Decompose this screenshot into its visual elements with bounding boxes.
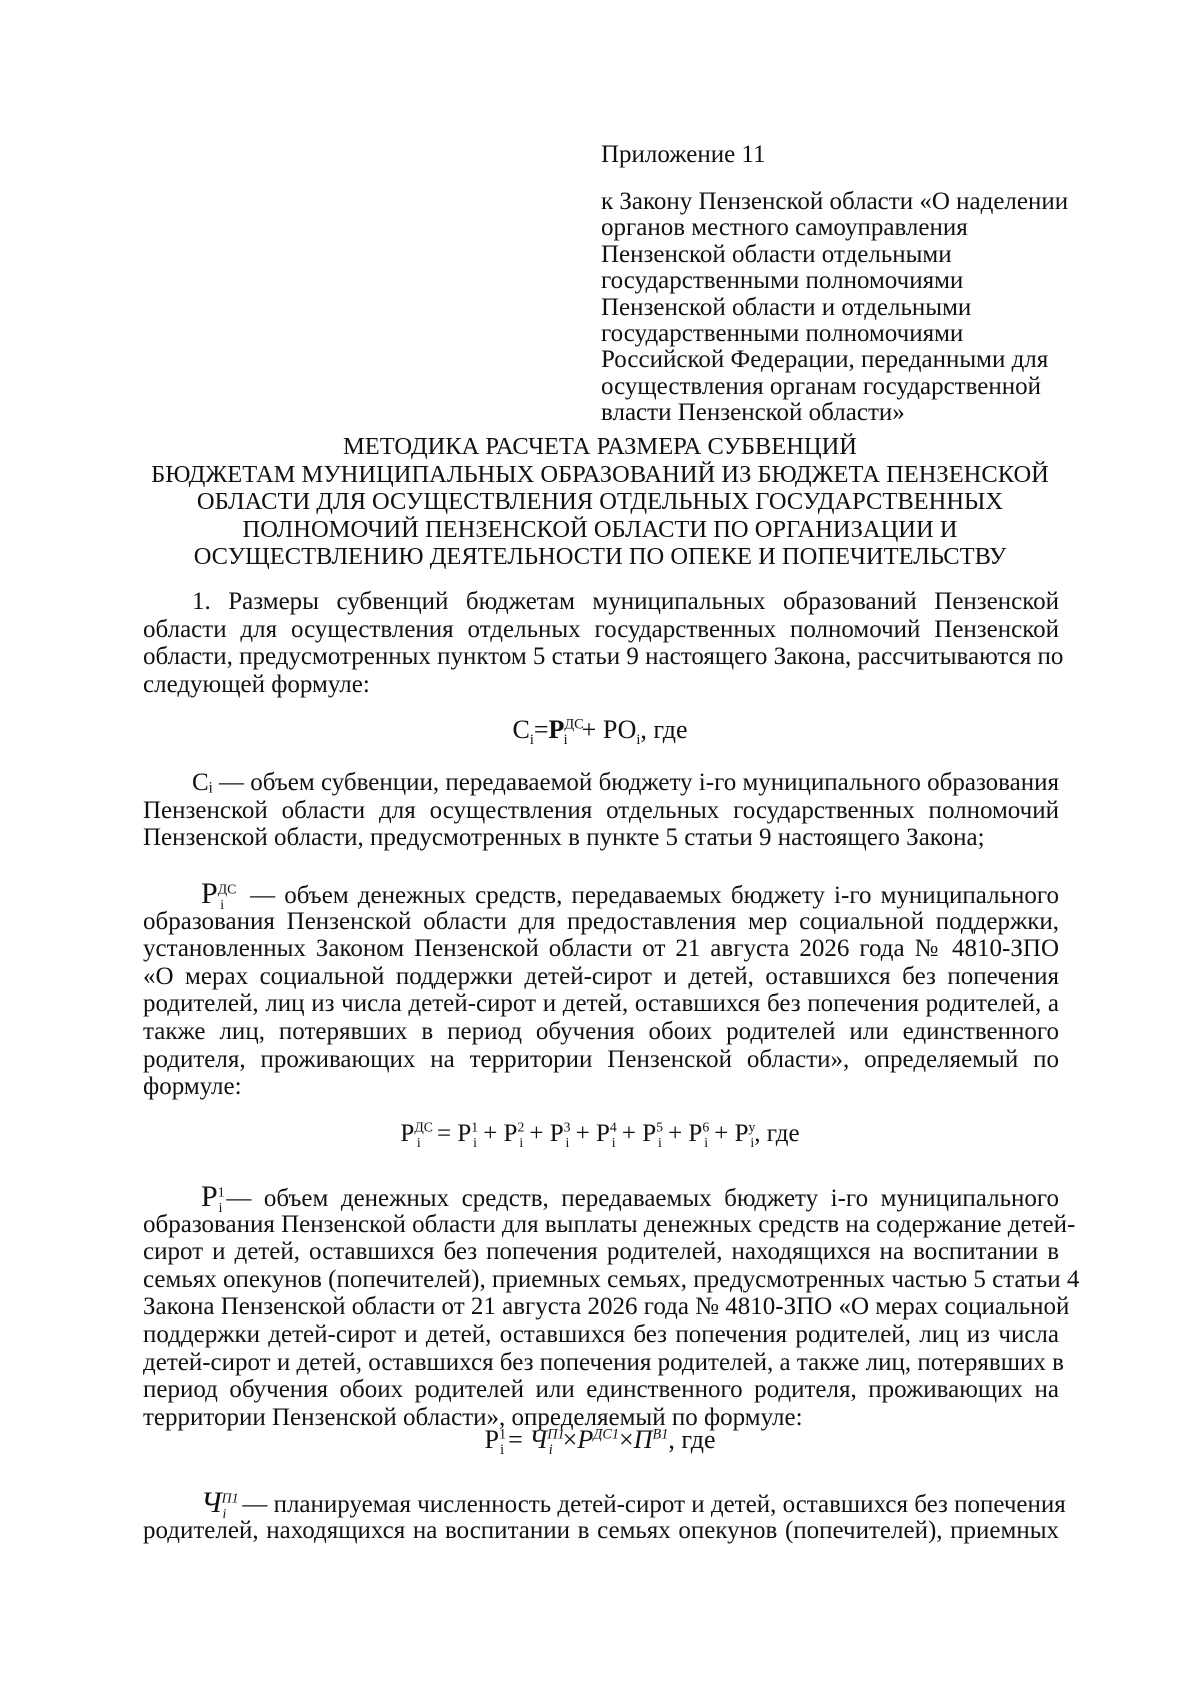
title-line: БЮДЖЕТАМ МУНИЦИПАЛЬНЫХ ОБРАЗОВАНИЙ ИЗ БЮДЖЕТА ПЕНЗЕНСКОЙ: [151, 460, 1049, 488]
formula-subvention: $C_i=P^{ДС}_i + РО_i$, где: [512, 715, 688, 749]
law-reference-line: к Закону Пензенской области «О наделении: [601, 188, 1069, 215]
paragraph-line: образования Пензенской области для предоставления мер социальной поддержки,: [143, 907, 1059, 935]
law-reference-line: осуществления органам государственной: [601, 372, 1042, 400]
paragraph-line: формуле:: [143, 1073, 242, 1101]
formula-guardianship: $P^1_i = Ч^{П1}_i \times P^{ДС1}\times П^{В1}$, где: [484, 1425, 716, 1459]
paragraph-line: территории Пензенской области», определяемый по формуле:: [143, 1403, 803, 1431]
paragraph-line: следующей формуле:: [143, 670, 370, 698]
law-reference-line: власти Пензенской области»: [601, 399, 905, 427]
law-reference-line: Пензенской области отдельными: [601, 240, 952, 268]
paragraph-line: 1. Размеры субвенций бюджетам муниципальных образований Пензенской: [192, 588, 1059, 615]
law-reference-line: государственными полномочиями: [601, 267, 964, 295]
paragraph-2: [143, 769, 1059, 852]
paragraph-line: период обучения обоих родителей или единственного родителя, проживающих на: [143, 1376, 1059, 1404]
law-reference-line: органов местного самоуправления: [601, 214, 968, 242]
law-reference-line: Российской Федерации, переданными для: [601, 346, 1049, 374]
paragraph-line: Пензенской области, предусмотренных в пункте 5 статьи 9 настоящего Закона;: [143, 824, 985, 852]
paragraph-line: родителей, лиц из числа детей-сирот и детей, оставшихся без попечения родителей, а: [143, 990, 1059, 1018]
paragraph-line: родителя, проживающих на территории Пензенской области», определяемый по: [143, 1045, 1059, 1073]
paragraph-line: родителей, находящихся на воспитании в семьях опекунов (попечителей), приемных: [143, 1516, 1059, 1544]
title-line: ПОЛНОМОЧИЙ ПЕНЗЕНСКОЙ ОБЛАСТИ ПО ОРГАНИЗАЦИИ И: [242, 515, 958, 543]
paragraph-3: $P^{ДС}_i$ — объем денежных средств, передаваемых бюджету i-го муниципального образования Пензенской области для предоставления мер социальной поддержки, установленных Законом Пензенской области от 21 августа 2026 года № 4810-ЗПО «О мерах социальной поддержки детей-сирот и детей, оставшихся без попечения родителей, лиц из числа детей-сирот и детей, оставшихся без попечения родителей, а также лиц, потерявших в период обучения обоих родителей или единственного родителя, проживающих на территории Пензенской области», определяемый по формуле:: [143, 877, 1059, 1101]
paragraph-line: — объем денежных средств, передаваемых бюджету i-го муниципального: [226, 1185, 1059, 1212]
paragraph-line: сирот и детей, оставшихся без попечения родителей, находящихся на воспитании в: [143, 1238, 1059, 1266]
paragraph-5: $Ч^{П1}_i$ — планируемая численность детей-сирот и детей, оставшихся без попечения родителей, находящихся на воспитании в семьях опекунов (попечителей), приемных: [143, 1486, 1066, 1544]
document-title: [140, 433, 1060, 571]
paragraph-line: «О мерах социальной поддержки детей-сирот и детей, оставшихся без попечения: [143, 962, 1059, 990]
title-line: ОБЛАСТИ ДЛЯ ОСУЩЕСТВЛЕНИЯ ОТДЕЛЬНЫХ ГОСУДАРСТВЕННЫХ: [196, 488, 1004, 515]
paragraph-line: семьях опекунов (попечителей), приемных семьях, предусмотренных частью 5 статьи 4: [143, 1265, 1080, 1293]
title-line: МЕТОДИКА РАСЧЕТА РАЗМЕРА СУБВЕНЦИЙ: [343, 433, 857, 460]
paragraph-line: Пензенской области для осуществления отдельных государственных полномочий: [143, 796, 1059, 824]
paragraph-line: установленных Законом Пензенской области от 21 августа 2026 года № 4810-ЗПО: [143, 935, 1059, 963]
law-reference-line: Пензенской области и отдельными: [601, 293, 972, 321]
paragraph-line: детей-сирот и детей, оставшихся без попечения родителей, а также лиц, потерявших в: [143, 1348, 1064, 1376]
law-reference-line: государственными полномочиями: [601, 320, 964, 348]
paragraph-line: образования Пензенской области для выплаты денежных средств на содержание детей-: [143, 1210, 1076, 1238]
paragraph-line: области, предусмотренных пунктом 5 статьи 9 настоящего Закона, рассчитываются по: [143, 643, 1064, 671]
formula-social-support: $P^{ДС}_i = P^1_i + P^2_i + P^3_i + P^4_i + P^5_i + P^6_i + P^у_i$, где: [400, 1119, 800, 1150]
paragraph-line: — объем денежных средств, передаваемых бюджету i-го муниципального: [250, 882, 1059, 909]
paragraph-1: [143, 588, 1064, 698]
paragraph-line: Закона Пензенской области от 21 августа 2026 года № 4810-ЗПО «О мерах социальной: [143, 1293, 1070, 1321]
paragraph-line: Cᵢ — объем субвенции, передаваемой бюджету i-го муниципального образования: [192, 769, 1059, 796]
appendix-label: Приложение 11: [601, 141, 766, 168]
paragraph-line: области для осуществления отдельных государственных полномочий Пензенской: [143, 615, 1059, 643]
paragraph-4: $P^1_i$ — объем денежных средств, передаваемых бюджету i-го муниципального образования Пензенской области для выплаты денежных средств на содержание детей- сирот и детей, оставшихся без попечения родителей, находящихся на воспитании в семьях опекунов (попечителей), приемных семьях, предусмотренных частью 5 статьи 4 Закона Пензенской области от 21 августа 2026 года № 4810-ЗПО «О мерах социальной поддержки детей-сирот и детей, оставшихся без попечения родителей, лиц из числа детей-сирот и детей, оставшихся без попечения родителей, а также лиц, потерявших в период обучения обоих родителей или единственного родителя, проживающих на территории Пензенской области», определяемый по формуле:: [143, 1180, 1080, 1431]
paragraph-line: поддержки детей-сирот и детей, оставшихся без попечения родителей, лиц из числа: [143, 1320, 1059, 1348]
title-line: ОСУЩЕСТВЛЕНИЮ ДЕЯТЕЛЬНОСТИ ПО ОПЕКЕ И ПОПЕЧИТЕЛЬСТВУ: [193, 543, 1007, 570]
paragraph-line: также лиц, потерявших в период обучения обоих родителей или единственного: [143, 1017, 1059, 1045]
law-reference: [601, 189, 1071, 427]
paragraph-line: — планируемая численность детей-сирот и детей, оставшихся без попечения: [242, 1491, 1066, 1518]
